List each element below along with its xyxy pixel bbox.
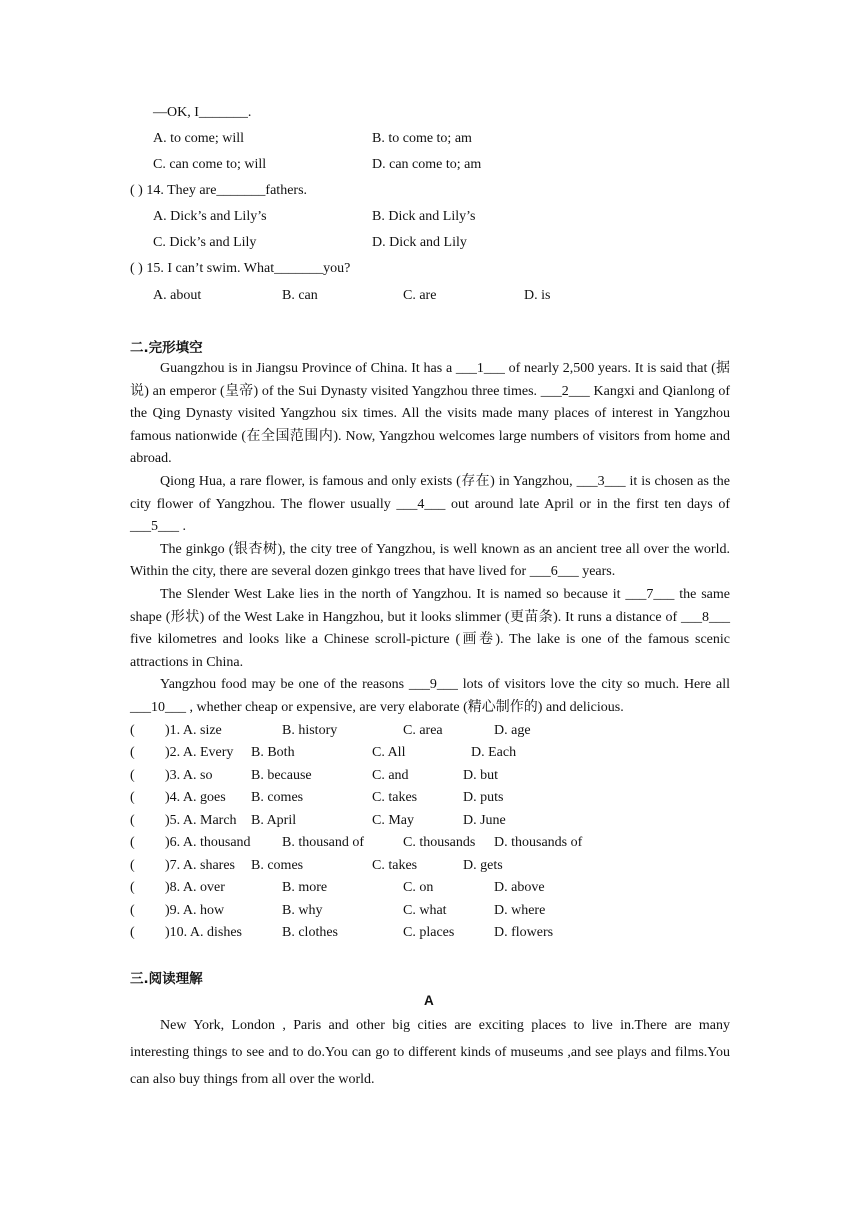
- q14-option-d: D. Dick and Lily: [372, 235, 467, 250]
- cloze-q8-option-b: B. more: [282, 880, 328, 895]
- cloze-q7-option-b: B. comes: [251, 858, 304, 873]
- section3-title: 三.阅读理解: [130, 971, 203, 987]
- cloze-q3-option-a: )3. A. so: [165, 768, 213, 783]
- q13-option-c: C. can come to; will: [153, 157, 267, 172]
- cloze-q9-option-d: D. where: [494, 903, 546, 918]
- cloze-q9-option-b: B. why: [282, 903, 323, 918]
- cloze-q9-option-c: C. what: [403, 903, 447, 918]
- cloze-q4-option-c: C. takes: [372, 790, 418, 805]
- cloze-q5-option-b: B. April: [251, 813, 297, 828]
- reading-paragraph-1: New York, London , Paris and other big cities are exciting places to live in.There are many interesting things to see and to do.You can go to different kinds of museums ,and see plays and films.You can also buy things from all over the world.: [130, 1018, 730, 1087]
- cloze-q10-option-c: C. places: [403, 925, 455, 940]
- q13-option-d: D. can come to; am: [372, 157, 482, 172]
- cloze-q6-option-b: B. thousand of: [282, 835, 365, 850]
- cloze-q1-option-d: D. age: [494, 723, 531, 738]
- cloze-q6-option-a: )6. A. thousand: [165, 835, 251, 850]
- passage-label: A: [424, 993, 434, 1008]
- cloze-q5-option-a: )5. A. March: [165, 813, 237, 828]
- cloze-paragraph-1: Guangzhou is in Jiangsu Province of China. It has a ___1___ of nearly 2,500 years. It is said that (据说) an emperor (皇帝) of the Sui Dynasty visited Yangzhou three times. ___2___ Kangxi and Qianlong of the Qing Dynasty visited Yangzhou six times. All the visits made many places of interest in Yangzhou famous nationwide (在全国范围内). Now, Yangzhou welcomes large numbers of visitors from home and abroad.: [130, 361, 730, 467]
- cloze-q7-option-a: )7. A. shares: [165, 858, 235, 873]
- cloze-q2-paren: (: [130, 745, 135, 760]
- q13-answer-line: —OK, I_______.: [153, 105, 252, 120]
- cloze-paragraph-2: Qiong Hua, a rare flower, is famous and only exists (存在) in Yangzhou, ___3___ it is chosen as the city flower of Yangzhou. The flower usually ___4___ out around late April or in the first ten days of ___5___ .: [130, 473, 730, 535]
- cloze-q5-option-c: C. May: [372, 813, 414, 828]
- cloze-q10-paren: (: [130, 925, 135, 940]
- cloze-q1-option-b: B. history: [282, 723, 338, 738]
- q15-option-b: B. can: [282, 288, 318, 303]
- cloze-q3-paren: (: [130, 768, 135, 783]
- reading-passage: [130, 1013, 730, 1093]
- q14-stem: ( ) 14. They are_______fathers.: [130, 183, 308, 198]
- cloze-q10-option-d: D. flowers: [494, 925, 554, 940]
- cloze-q6-option-d: D. thousands of: [494, 835, 583, 850]
- cloze-q3-option-c: C. and: [372, 768, 409, 783]
- q14-option-c: C. Dick’s and Lily: [153, 235, 257, 250]
- cloze-q10-option-b: B. clothes: [282, 925, 338, 940]
- cloze-q10-option-a: )10. A. dishes: [165, 925, 242, 940]
- cloze-q6-option-c: C. thousands: [403, 835, 476, 850]
- cloze-q2-option-b: B. Both: [251, 745, 295, 760]
- cloze-q8-option-a: )8. A. over: [165, 880, 225, 895]
- cloze-q8-option-d: D. above: [494, 880, 545, 895]
- q13-option-b: B. to come to; am: [372, 131, 472, 146]
- cloze-q2-option-d: D. Each: [471, 745, 517, 760]
- q13-option-a: A. to come; will: [153, 131, 244, 146]
- cloze-q7-option-c: C. takes: [372, 858, 418, 873]
- q14-option-b: B. Dick and Lily’s: [372, 209, 476, 224]
- cloze-q9-option-a: )9. A. how: [165, 903, 225, 918]
- cloze-q4-option-d: D. puts: [463, 790, 504, 805]
- q14-option-a: A. Dick’s and Lily’s: [153, 209, 267, 224]
- cloze-q5-paren: (: [130, 813, 135, 828]
- cloze-q2-option-a: )2. A. Every: [165, 745, 234, 760]
- cloze-q1-option-c: C. area: [403, 723, 443, 738]
- cloze-passage: [130, 358, 730, 720]
- cloze-q8-paren: (: [130, 880, 135, 895]
- cloze-q1-paren: (: [130, 723, 135, 738]
- cloze-q4-option-b: B. comes: [251, 790, 304, 805]
- cloze-q5-option-d: D. June: [463, 813, 506, 828]
- q15-option-a: A. about: [153, 288, 202, 303]
- cloze-q8-option-c: C. on: [403, 880, 434, 895]
- cloze-q4-paren: (: [130, 790, 135, 805]
- cloze-q2-option-c: C. All: [372, 745, 406, 760]
- cloze-q7-option-d: D. gets: [463, 858, 503, 873]
- q15-option-c: C. are: [403, 288, 437, 303]
- cloze-q4-option-a: )4. A. goes: [165, 790, 226, 805]
- cloze-paragraph-5: Yangzhou food may be one of the reasons ___9___ lots of visitors love the city so much. Here all ___10___ , whether cheap or expensive, are very elaborate (精心制作的) and delicious.: [130, 677, 730, 715]
- cloze-q1-option-a: )1. A. size: [165, 723, 222, 738]
- cloze-paragraph-4: The Slender West Lake lies in the north of Yangzhou. It is named so because it ___7___ the same shape (形状) of the West Lake in Hangzhou, but it looks slimmer (更苗条). It runs a distance of ___8___ five kilometres and looks like a Chinese scroll-picture (画卷). The lake is one of the famous scenic attractions in China.: [130, 586, 730, 670]
- q15-stem: ( ) 15. I can’t swim. What_______you?: [130, 261, 351, 276]
- cloze-q6-paren: (: [130, 835, 135, 850]
- cloze-q7-paren: (: [130, 858, 135, 873]
- cloze-paragraph-3: The ginkgo (银杏树), the city tree of Yangzhou, is well known as an ancient tree all over the world. Within the city, there are several dozen ginkgo trees that have lived for ___6___ years.: [130, 541, 730, 580]
- cloze-q3-option-b: B. because: [251, 768, 312, 783]
- cloze-q3-option-d: D. but: [463, 768, 498, 783]
- section2-title: 二.完形填空: [130, 340, 203, 356]
- cloze-q9-paren: (: [130, 903, 135, 918]
- q15-option-d: D. is: [524, 288, 551, 303]
